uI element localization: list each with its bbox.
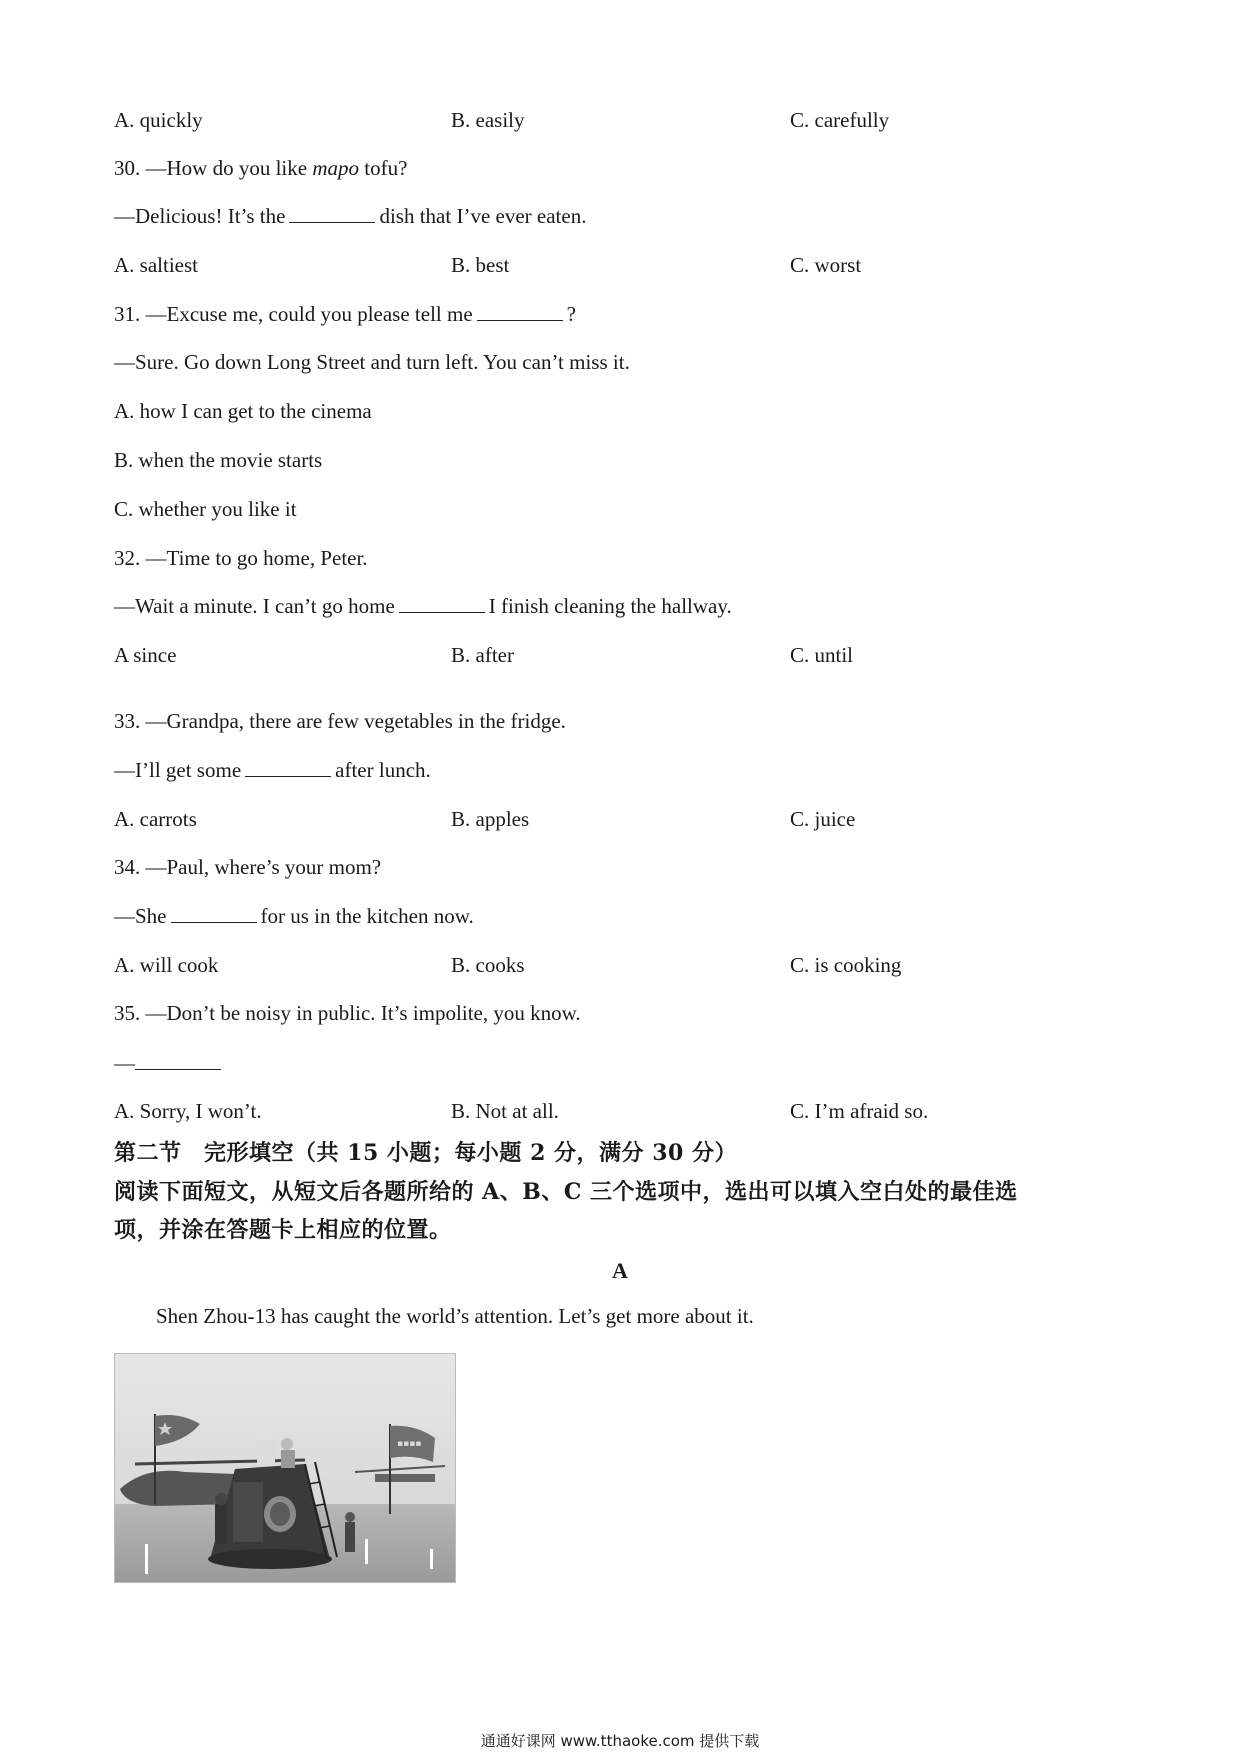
answer-blank: [171, 904, 257, 923]
q35-reply: [114, 1050, 225, 1076]
page-footer: 通通好课网 www.tthaoke.com 提供下载: [480, 1732, 760, 1750]
answer-blank: [289, 204, 375, 223]
q34-option-b: B. cooks: [451, 953, 525, 977]
q33-reply: [114, 757, 431, 783]
answer-blank: [477, 302, 563, 321]
q33-reply-pre: —I’ll get some: [114, 758, 242, 782]
q30-stem: [114, 155, 407, 181]
q32-option-c: C. until: [790, 643, 854, 667]
q34-option-c: C. is cooking: [790, 953, 902, 977]
q31-option-a: A. how I can get to the cinema: [114, 399, 372, 423]
q30-reply-post: dish that I’ve ever eaten.: [379, 204, 587, 228]
q32-option-b: B. after: [451, 643, 514, 667]
section-instruction-line1: 阅读下面短文，从短文后各题所给的 A、B、C 三个选项中，选出可以填入空白处的最佳选: [114, 1179, 1018, 1205]
q32-reply-post: I finish cleaning the hallway.: [488, 594, 732, 618]
q34-reply-pre: —She: [114, 904, 167, 928]
answer-blank: [245, 758, 331, 777]
q32-reply-pre: —Wait a minute. I can’t go home: [114, 594, 395, 618]
q35-option-c: C. I’m afraid so.: [790, 1099, 929, 1123]
q30-stem-italic: mapo: [312, 156, 359, 180]
q31-option-b: B. when the movie starts: [114, 448, 323, 472]
q33-stem: 33. —Grandpa, there are few vegetables in the fridge.: [114, 709, 566, 733]
q31-stem: [114, 301, 576, 327]
q29-option-c: C. carefully: [790, 108, 890, 132]
q30-option-c: C. worst: [790, 253, 862, 277]
q34-option-a: A. will cook: [114, 953, 219, 977]
q30-stem-pre: 30. —How do you like: [114, 156, 313, 180]
q33-option-b: B. apples: [451, 807, 530, 831]
q29-option-a: A. quickly: [114, 108, 203, 132]
q30-option-b: B. best: [451, 253, 510, 277]
passage-intro: Shen Zhou-13 has caught the world’s attention. Let’s get more about it.: [156, 1304, 754, 1328]
q30-reply: [114, 203, 586, 229]
q30-option-a: A. saltiest: [114, 253, 198, 277]
q35-option-a: A. Sorry, I won’t.: [114, 1099, 262, 1123]
q31-reply: —Sure. Go down Long Street and turn left. You can’t miss it.: [114, 350, 630, 374]
q35-option-b: B. Not at all.: [451, 1099, 559, 1123]
q32-stem: 32. —Time to go home, Peter.: [114, 546, 368, 570]
section-instruction-line2: 项，并涂在答题卡上相应的位置。: [114, 1217, 452, 1243]
q29-option-b: B. easily: [451, 108, 525, 132]
q31-stem-post: ?: [566, 302, 576, 326]
section-heading: 第二节 完形填空（共 15 小题；每小题 2 分，满分 30 分）: [114, 1140, 737, 1166]
capsule-landing-photo: [114, 1353, 456, 1583]
q35-reply-pre: —: [114, 1051, 135, 1075]
q35-stem: 35. —Don’t be noisy in public. It’s impolite, you know.: [114, 1001, 581, 1025]
q31-stem-pre: 31. —Excuse me, could you please tell me: [114, 302, 473, 326]
q34-reply-post: for us in the kitchen now.: [260, 904, 474, 928]
q32-reply: [114, 593, 732, 619]
q31-option-c: C. whether you like it: [114, 497, 297, 521]
q32-option-a: A since: [114, 643, 177, 667]
q33-option-a: A. carrots: [114, 807, 197, 831]
answer-blank: [399, 594, 485, 613]
q30-reply-pre: —Delicious! It’s the: [114, 204, 286, 228]
q34-stem: 34. —Paul, where’s your mom?: [114, 855, 382, 879]
q30-stem-post: tofu?: [359, 156, 408, 180]
q33-option-c: C. juice: [790, 807, 856, 831]
svg-text:▪▪▪▪: ▪▪▪▪: [397, 1439, 422, 1449]
answer-blank: [135, 1051, 221, 1070]
q33-reply-post: after lunch.: [335, 758, 431, 782]
passage-label: A: [612, 1258, 628, 1283]
q34-reply: [114, 903, 474, 929]
